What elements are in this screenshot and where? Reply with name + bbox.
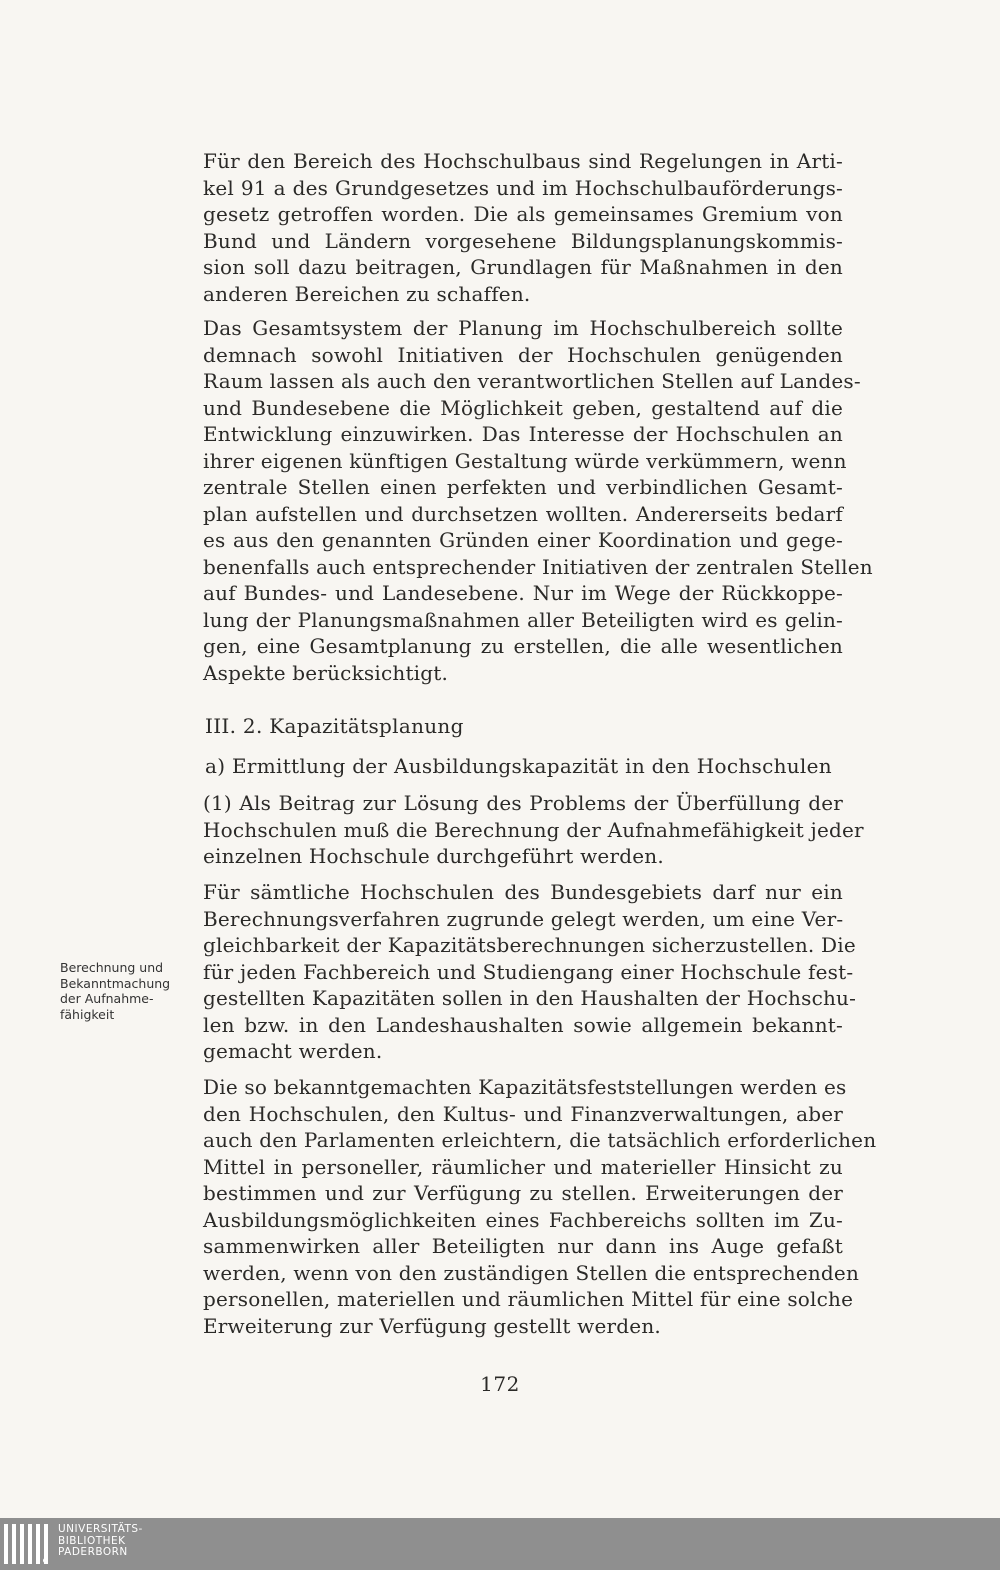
- page-number: 172: [480, 1372, 520, 1396]
- library-name-line: UNIVERSITÄTS-: [58, 1523, 143, 1535]
- paragraph-line: Ausbildungsmöglichkeiten eines Fachbereichs sollten im Zu-: [203, 1207, 843, 1232]
- paragraph-line: Die so bekanntgemachten Kapazitätsfeststellungen werden es: [203, 1075, 847, 1099]
- paragraph-line: anderen Bereichen zu schaffen.: [203, 281, 531, 306]
- paragraph-line: Hochschulen muß die Berechnung der Aufnahmefähigkeit jeder: [203, 817, 864, 842]
- paragraph-line: Aspekte berücksichtigt.: [203, 660, 449, 685]
- library-footer: [0, 1518, 1000, 1570]
- subsection-heading: a) Ermittlung der Ausbildungskapazität in den Hochschulen: [205, 754, 832, 778]
- paragraph-line: len bzw. in den Landeshaushalten sowie allgemein bekannt-: [203, 1012, 843, 1037]
- paragraph-line: es aus den genannten Gründen einer Koordination und gege-: [203, 528, 843, 552]
- paragraph-line: gen, eine Gesamtplanung zu erstellen, die alle wesentlichen: [203, 634, 843, 658]
- paragraph-line: für jeden Fachbereich und Studiengang einer Hochschule fest-: [203, 959, 854, 984]
- paragraph-line: werden, wenn von den zuständigen Stellen die entsprechenden: [203, 1260, 860, 1285]
- paragraph-line: ihrer eigenen künftigen Gestaltung würde verkümmern, wenn: [203, 448, 847, 473]
- paragraph-line: gesetz getroffen worden. Die als gemeinsames Gremium von: [203, 202, 843, 226]
- paragraph-line: auch den Parlamenten erleichtern, die tatsächlich erforderlichen: [203, 1128, 877, 1152]
- paragraph-line: personellen, materiellen und räumlichen Mittel für eine solche: [203, 1287, 854, 1311]
- paragraph-line: gemacht werden.: [203, 1039, 383, 1063]
- library-name-line: BIBLIOTHEK: [58, 1534, 126, 1547]
- margin-note-line: der Aufnahme-: [60, 991, 154, 1006]
- paragraph-line: Erweiterung zur Verfügung gestellt werden.: [203, 1313, 661, 1338]
- library-name: [58, 1524, 143, 1559]
- section-heading: III. 2. Kapazitätsplanung: [205, 714, 464, 738]
- paragraph-line: sion soll dazu beitragen, Grundlagen für Maßnahmen in den: [203, 255, 843, 279]
- library-name-line: PADERBORN: [58, 1546, 128, 1558]
- paragraph-5: [203, 1074, 877, 1339]
- paragraph-line: zentrale Stellen einen perfekten und verbindlichen Gesamt-: [203, 475, 843, 499]
- paragraph-line: Für den Bereich des Hochschulbaus sind Regelungen in Arti-: [203, 149, 843, 173]
- paragraph-2: [203, 315, 873, 686]
- paragraph-line: bestimmen und zur Verfügung zu stellen. Erweiterungen der: [203, 1181, 843, 1205]
- library-logo-dot-icon: [43, 1558, 48, 1563]
- paragraph-line: Raum lassen als auch den verantwortlichen Stellen auf Landes-: [203, 369, 861, 393]
- paragraph-4: [203, 879, 857, 1065]
- paragraph-line: plan aufstellen und durchsetzen wollten. Andererseits bedarf: [203, 501, 843, 526]
- paragraph-line: und Bundesebene die Möglichkeit geben, gestaltend auf die: [203, 395, 843, 420]
- margin-note: [60, 960, 185, 1022]
- paragraph-line: gestellten Kapazitäten sollen in den Haushalten der Hochschu-: [203, 986, 857, 1010]
- paragraph-line: benenfalls auch entsprechender Initiativen der zentralen Stellen: [203, 554, 873, 579]
- library-logo-icon: [4, 1524, 48, 1564]
- paragraph-line: kel 91 a des Grundgesetzes und im Hochschulbauförderungs-: [203, 175, 843, 200]
- paragraph-line: sammenwirken aller Beteiligten nur dann ins Auge gefaßt: [203, 1234, 843, 1258]
- paragraph-line: Berechnungsverfahren zugrunde gelegt werden, um eine Ver-: [203, 906, 844, 931]
- margin-note-line: Berechnung und: [60, 960, 164, 975]
- paragraph-line: (1) Als Beitrag zur Lösung des Problems der Überfüllung der: [203, 791, 843, 815]
- paragraph-line: Bund und Ländern vorgesehene Bildungsplanungskommis-: [203, 228, 843, 253]
- paragraph-line: lung der Planungsmaßnahmen aller Beteiligten wird es gelin-: [203, 607, 843, 632]
- paragraph-line: Entwicklung einzuwirken. Das Interesse der Hochschulen an: [203, 422, 843, 446]
- paragraph-line: Für sämtliche Hochschulen des Bundesgebiets darf nur ein: [203, 880, 843, 904]
- paragraph-line: einzelnen Hochschule durchgeführt werden.: [203, 844, 664, 868]
- paragraph-line: auf Bundes- und Landesebene. Nur im Wege der Rückkoppe-: [203, 581, 843, 605]
- paragraph-line: den Hochschulen, den Kultus- und Finanzverwaltungen, aber: [203, 1101, 843, 1126]
- paragraph-line: demnach sowohl Initiativen der Hochschulen genügenden: [203, 342, 843, 367]
- paragraph-3: [203, 790, 864, 870]
- paragraph-line: Mittel in personeller, räumlicher und materieller Hinsicht zu: [203, 1154, 843, 1179]
- paragraph-1: [203, 148, 843, 307]
- library-logo: [4, 1522, 143, 1566]
- margin-note-line: fähigkeit: [60, 1006, 115, 1022]
- margin-note-line: Bekanntmachung: [60, 975, 171, 991]
- paragraph-line: Das Gesamtsystem der Planung im Hochschulbereich sollte: [203, 316, 843, 340]
- paragraph-line: gleichbarkeit der Kapazitätsberechnungen sicherzustellen. Die: [203, 933, 856, 957]
